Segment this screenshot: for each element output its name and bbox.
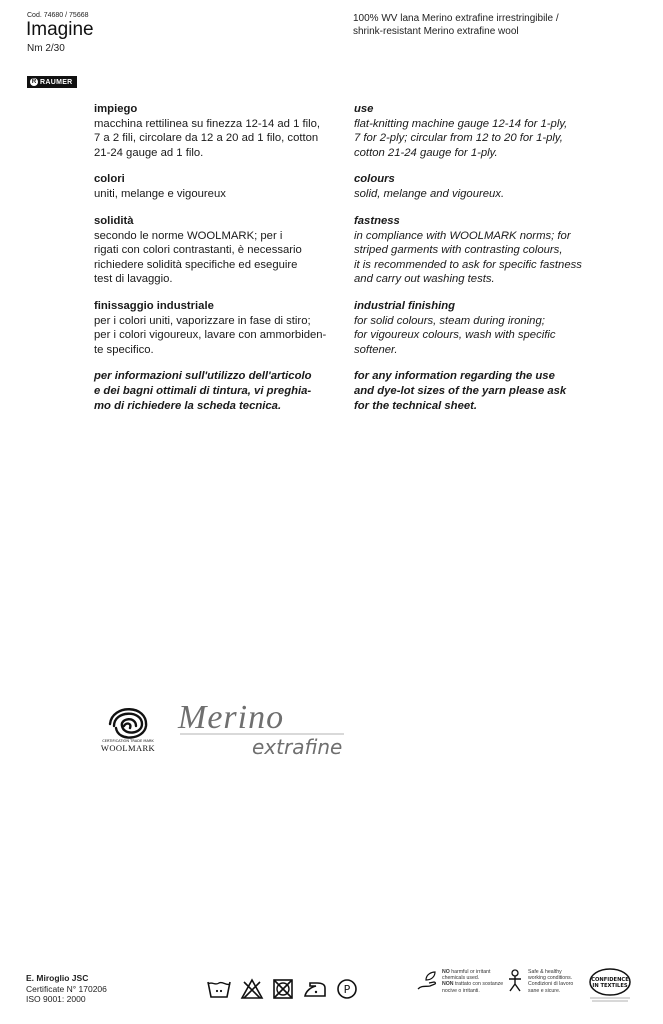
badge-line2: IN TEXTILES: [592, 983, 628, 989]
raumer-logo-icon: R: [31, 79, 37, 85]
it-use-section: [94, 102, 344, 160]
company-info: [26, 973, 107, 1005]
section-line: test di lavaggio.: [94, 273, 173, 285]
section-line: macchina rettilinea su finezza 12-14 ad 1 filo,: [94, 117, 321, 130]
wash-40-icon: [206, 978, 232, 1000]
section-heading: industrial finishing: [354, 300, 456, 312]
section-heading: solidità: [94, 215, 134, 227]
en-use-section: [354, 102, 594, 160]
harmful-chemicals-label: [416, 969, 512, 994]
woolmark-tagline: CERTIFICATION TRADE MARK: [102, 739, 154, 743]
section-line: solid, melange and vigoureux.: [354, 187, 505, 200]
section-line: softener.: [354, 343, 398, 356]
raumer-badge: [27, 76, 77, 88]
it-finishing-section: [94, 299, 344, 357]
section-line: flat-knitting machine gauge 12-14 for 1-ply,: [354, 117, 568, 130]
section-line: 7 for 2-ply; circular from 12 to 20 for 1-ply,: [354, 132, 563, 144]
working-conditions-text: Safe & healthy working conditions. Condizioni di lavoro sane e sicure.: [528, 969, 574, 994]
section-heading: impiego: [94, 103, 138, 115]
company-name: E. Miroglio JSC: [26, 973, 89, 983]
iso-standard: ISO 9001: 2000: [26, 994, 86, 1004]
section-line: and carry out washing tests.: [354, 273, 495, 285]
merino-extrafine-logo: [172, 694, 352, 760]
woolmark-logo: [94, 696, 162, 756]
section-line: it is recommended to ask for specific fastness: [354, 258, 582, 271]
section-line: in compliance with WOOLMARK norms; for: [354, 229, 571, 242]
iron-low-icon: [302, 978, 328, 1000]
it-fastness-section: [94, 214, 344, 287]
raumer-badge-label: RAUMER: [40, 78, 73, 86]
dry-clean-p-icon: [336, 978, 358, 1000]
section-heading: colours: [354, 173, 395, 185]
no-tumble-dry-icon: [272, 978, 294, 1000]
it-colours-section: [94, 172, 344, 201]
care-symbols: [206, 976, 358, 1002]
section-line: 7 a 2 fili, circolare da 12 a 20 ad 1 filo, cotton: [94, 132, 319, 144]
section-line: secondo le norme WOOLMARK; per i: [94, 229, 283, 242]
section-line: for vigoureux colours, wash with specific: [354, 329, 556, 341]
eco-bold-it: NON: [442, 981, 454, 988]
note-line: for the technical sheet.: [354, 400, 478, 412]
en-technical-note: [354, 369, 594, 414]
merino-script: Merino: [178, 699, 285, 736]
section-line: 21-24 gauge ad 1 filo.: [94, 146, 204, 159]
en-finishing-section: [354, 299, 594, 357]
en-fastness-section: [354, 214, 594, 287]
eco-text-en: harmful or irritant chemicals used.: [442, 969, 491, 982]
woolmark-symbol-icon: [110, 709, 146, 737]
section-line: uniti, melange e vigoureux: [94, 187, 226, 200]
en-colours-section: [354, 172, 594, 201]
badge-line1: CONFIDENCE: [591, 977, 629, 983]
composition-line: shrink-resistant Merino extrafine wool: [353, 26, 519, 37]
section-line: cotton 21-24 gauge for 1-ply.: [354, 146, 498, 159]
hand-leaf-icon: [416, 969, 438, 993]
note-line: per informazioni sull'utilizzo dell'articolo: [94, 370, 312, 382]
section-line: per i colori vigoureux, lavare con ammorbiden-: [94, 329, 327, 341]
certificate-number: Certificate N° 170206: [26, 983, 107, 994]
note-line: for any information regarding the use: [354, 370, 555, 382]
worker-icon: [506, 969, 524, 993]
section-heading: colori: [94, 173, 125, 185]
no-bleach-icon: [240, 978, 264, 1000]
section-line: richiedere solidità specifiche ed eseguire: [94, 258, 298, 271]
it-technical-note: [94, 369, 344, 414]
product-title: Imagine: [26, 19, 94, 40]
note-line: e dei bagni ottimali di tintura, vi preghia-: [94, 385, 312, 397]
composition: [353, 12, 559, 38]
confidence-in-textiles-badge: [586, 967, 634, 1005]
working-conditions-label: [506, 969, 578, 994]
section-heading: use: [354, 103, 374, 115]
composition-line: 100% WV lana Merino extrafine irrestringibile /: [353, 13, 559, 24]
article-code: Cod. 74680 / 75668: [27, 12, 89, 19]
note-line: and dye-lot sizes of the yarn please ask: [354, 385, 567, 397]
section-line: striped garments with contrasting colours,: [354, 244, 563, 256]
section-heading: finissaggio industriale: [94, 300, 214, 312]
note-line: mo di richiedere la scheda tecnica.: [94, 400, 282, 412]
eco-bold-en: NO: [442, 969, 450, 975]
section-line: for solid colours, steam during ironing;: [354, 314, 545, 327]
yarn-count: Nm 2/30: [27, 43, 65, 54]
section-line: rigati con colori contrastanti, è necessario: [94, 244, 302, 256]
merino-sub: extrafine: [252, 735, 343, 759]
svg-text:P: P: [343, 983, 351, 996]
woolmark-name: WOOLMARK: [100, 743, 156, 753]
section-heading: fastness: [354, 215, 400, 227]
section-line: per i colori uniti, vaporizzare in fase di stiro;: [94, 314, 311, 327]
eco-text-it: trattato con sostanze nocive o irritanti.: [442, 981, 504, 994]
harmful-chemicals-text: [442, 969, 512, 994]
section-line: te specifico.: [94, 343, 154, 356]
